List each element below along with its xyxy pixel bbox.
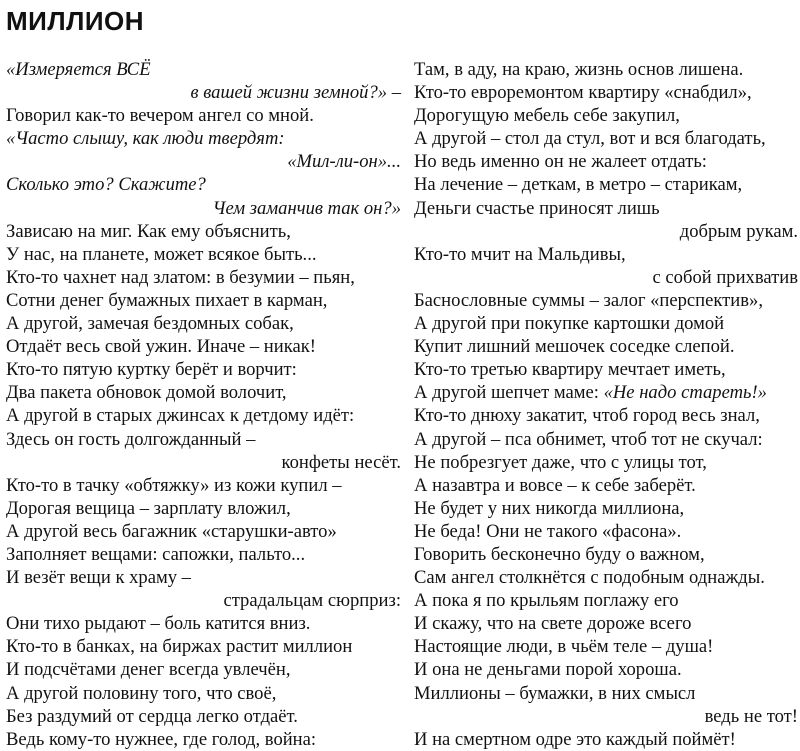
poem-line (6, 358, 401, 381)
poem-line-text: Кто-то чахнет над златом: в безумии – пьян, (6, 266, 355, 288)
poem-line-text: Ведь кому-то нужнее, где голод, война: (6, 728, 317, 750)
poem-line-text: Здесь он гость долгожданный – (6, 428, 256, 450)
poem-line-text: добрым рукам. (679, 220, 798, 242)
poem-line-text: Кто-то мчит на Мальдивы, (414, 243, 626, 265)
poem-line (414, 358, 798, 381)
poem-line-text: А пока я по крыльям поглажу его (414, 590, 679, 612)
poem-line-text: А другой весь багажник «старушки-авто» (6, 520, 337, 542)
poem-line-text: И подсчётами денег всегда увлечён, (6, 659, 291, 681)
poem-line (6, 635, 401, 658)
poem-line (6, 150, 401, 173)
poem-line (414, 682, 798, 705)
poem-line-text: Чем заманчив так он?» (212, 197, 401, 219)
poem-line (6, 589, 401, 612)
poem-line-text: Кто-то днюху закатит, чтоб город весь знал, (414, 405, 760, 427)
poem-line (6, 682, 401, 705)
poem-line-text: Кто-то пятую куртку берёт и ворчит: (6, 359, 297, 381)
poem-line (414, 197, 798, 220)
poem-line (414, 58, 798, 81)
poem-line-text: Сам ангел столкнётся с подобным однажды. (414, 567, 765, 589)
poem-line (6, 728, 401, 751)
poem-line (6, 658, 401, 681)
poem-line (414, 728, 798, 751)
poem-line-text: Купит лишний мешочек соседке слепой. (414, 336, 735, 358)
poem-line (6, 520, 401, 543)
poem-line-text: А назавтра и вовсе – к себе заберёт. (414, 474, 696, 496)
poem-line-text: А другой половину того, что своё, (6, 682, 277, 704)
poem-line (414, 520, 798, 543)
poem-line (6, 127, 401, 150)
poem-line (414, 451, 798, 474)
poem-line (414, 612, 798, 635)
poem-line-text: И на смертном одре это каждый поймёт! (414, 728, 736, 750)
poem-line-text: Сотни денег бумажных пихает в карман, (6, 289, 328, 311)
poem-line (6, 474, 401, 497)
poem-title: МИЛЛИОН (6, 6, 145, 36)
poem-line (414, 428, 798, 451)
poem-line-text: Деньги счастье приносят лишь (414, 197, 660, 219)
poem-line (6, 612, 401, 635)
poem-line-text: Баснословные суммы – залог «перспектив», (414, 289, 763, 311)
poem-line-text: Без раздумий от сердца легко отдаёт. (6, 705, 298, 727)
poem-line (6, 173, 401, 196)
poem-line-text: Кто-то в тачку «обтяжку» из кожи купил – (6, 474, 342, 496)
poem-line (6, 404, 401, 427)
poem-line-text: Не побрезгует даже, что с улицы тот, (414, 451, 707, 473)
poem-line (414, 543, 798, 566)
poem-line (6, 543, 401, 566)
poem-line (6, 220, 401, 243)
poem-line-text: И скажу, что на свете дороже всего (414, 613, 692, 635)
poem-line (6, 566, 401, 589)
poem-column-right (414, 58, 798, 751)
poem-line (414, 497, 798, 520)
poem-line-text: Дорогущую мебель себе закупил, (414, 105, 680, 127)
poem-line-text: Но ведь именно он не жалеет отдать: (414, 151, 707, 173)
poem-line-text: страдальцам сюрприз: (223, 590, 401, 612)
poem-line-text: конфеты несёт. (281, 451, 401, 473)
poem-line-text: На лечение – деткам, в метро – старикам, (414, 174, 743, 196)
poem-line-text: Не беда! Они не такого «фасона». (414, 520, 682, 542)
poem-line (6, 705, 401, 728)
poem-line (414, 404, 798, 427)
poem-line-text: А другой шепчет маме: (414, 382, 604, 404)
poem-line (6, 104, 401, 127)
poem-line-text: Настоящие люди, в чьём теле – душа! (414, 636, 714, 658)
poem-line (6, 58, 401, 81)
poem-line (6, 243, 401, 266)
poem-line (414, 381, 798, 404)
poem-line (6, 289, 401, 312)
poem-line-text: Говорить бесконечно буду о важном, (414, 543, 705, 565)
poem-line (414, 81, 798, 104)
poem-line-text: с собой прихватив (652, 266, 798, 288)
poem-line (414, 104, 798, 127)
poem-line (414, 312, 798, 335)
poem-line-text: Зависаю на миг. Как ему объяснить, (6, 220, 291, 242)
poem-line-emphasis: «Не надо стареть!» (603, 382, 767, 404)
poem-line-text: И она не деньгами порой хороша. (414, 659, 682, 681)
poem-line-text: Дорогая вещица – зарплату вложил, (6, 497, 291, 519)
poem-line-text: И везёт вещи к храму – (6, 567, 191, 589)
poem-line-text: Говорил как-то вечером ангел со мной. (6, 105, 314, 127)
poem-line (414, 474, 798, 497)
poem-line-text: «Измеряется ВСЁ (6, 59, 151, 80)
poem-line-text: Кто-то третью квартиру мечтает иметь, (414, 359, 726, 381)
poem-line-text: А другой в старых джинсах к детдому идёт: (6, 405, 355, 427)
poem-line-text: Кто-то в банках, на биржах растит миллион (6, 636, 353, 658)
poem-line-text: Сколько это? Скажите? (6, 174, 206, 196)
poem-line-text: Два пакета обновок домой волочит, (6, 382, 287, 404)
poem-line (414, 589, 798, 612)
poem-line-text: Не будет у них никогда миллиона, (414, 497, 685, 519)
poem-line (6, 335, 401, 358)
poem-line-text: Заполняет вещами: сапожки, пальто... (6, 543, 306, 565)
poem-line-text: А другой – стол да стул, вот и вся благодать, (414, 128, 766, 150)
poem-line (6, 497, 401, 520)
poem-line (6, 81, 401, 104)
poem-line (414, 266, 798, 289)
poem-line (6, 197, 401, 220)
poem-line-text: А другой при покупке картошки домой (414, 313, 725, 335)
poem-line (414, 658, 798, 681)
poem-line (414, 705, 798, 728)
poem-column-left (6, 58, 401, 751)
poem-line (414, 173, 798, 196)
poem-line (6, 428, 401, 451)
poem-line (414, 289, 798, 312)
poem-line (414, 335, 798, 358)
poem-line (6, 312, 401, 335)
poem-line-text: У нас, на планете, может всякое быть... (6, 243, 317, 265)
poem-line-text: в вашей жизни земной?» – (190, 82, 401, 104)
poem-line (6, 451, 401, 474)
poem-line-text: «Часто слышу, как люди твердят: (6, 128, 285, 150)
poem-line (414, 635, 798, 658)
poem-line (414, 220, 798, 243)
poem-line (414, 150, 798, 173)
poem-line-text: Миллионы – бумажки, в них смысл (414, 682, 696, 704)
poem-line-text: Они тихо рыдают – боль катится вниз. (6, 613, 311, 635)
poem-line (6, 381, 401, 404)
poem-line (414, 566, 798, 589)
poem-line-text: Кто-то евроремонтом квартиру «снабдил», (414, 82, 752, 104)
poem-line-text: А другой, замечая бездомных собак, (6, 313, 294, 335)
poem-line (414, 127, 798, 150)
poem-line-text: А другой – пса обнимет, чтоб тот не скучал: (414, 428, 763, 450)
poem-line-text: «Мил-ли-он»... (287, 151, 401, 173)
poem-line (6, 266, 401, 289)
poem-line-text: ведь не тот! (704, 705, 798, 727)
poem-line (414, 243, 798, 266)
poem-line-text: Там, в аду, на краю, жизнь основ лишена. (414, 59, 744, 80)
poem-line-text: Отдаёт весь свой ужин. Иначе – никак! (6, 336, 316, 358)
